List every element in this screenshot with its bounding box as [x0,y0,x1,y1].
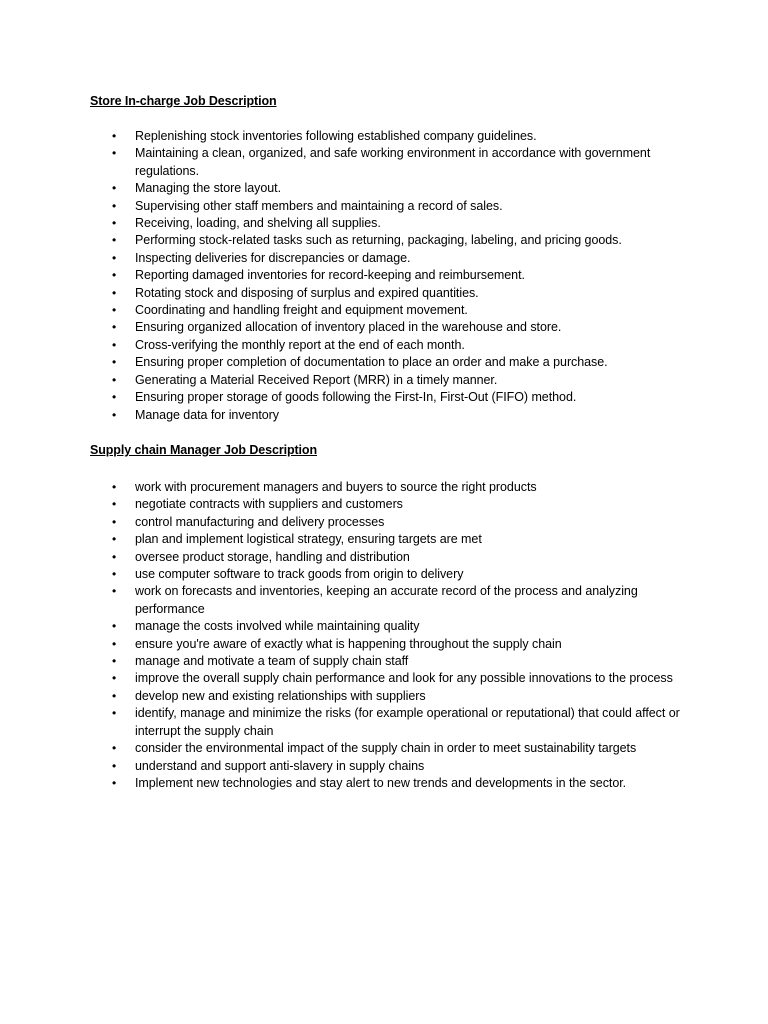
store-incharge-heading: Store In-charge Job Description [90,94,277,108]
list-item-text: Generating a Material Received Report (MRR) in a timely manner. [135,372,498,387]
bullet-icon: • [112,567,117,582]
bullet-icon: • [112,688,117,703]
bullet-icon: • [112,181,117,196]
list-item [90,372,690,389]
list-item-text: oversee product storage, handling and distribution [135,549,410,564]
list-item-text: Cross-verifying the monthly report at the end of each month. [135,337,465,352]
list-item-text: work on forecasts and inventories, keeping an accurate record of the process and analyzing performance [135,584,638,616]
bullet-icon: • [112,250,117,265]
bullet-icon: • [112,198,117,213]
list-item-text: Maintaining a clean, organized, and safe working environment in accordance with government regulations. [135,146,651,178]
bullet-icon: • [112,654,117,669]
list-item [90,354,690,371]
list-item-text: understand and support anti-slavery in supply chains [135,758,425,773]
supply-chain-duties-list [90,479,690,792]
list-item [90,232,690,249]
bullet-icon: • [112,706,117,721]
list-item-text: Implement new technologies and stay alert to new trends and developments in the sector. [135,775,627,790]
list-item [90,496,690,513]
list-item [90,389,690,406]
list-item-text: Performing stock-related tasks such as returning, packaging, labeling, and pricing goods. [135,233,622,248]
bullet-icon: • [112,233,117,248]
list-item [90,407,690,424]
bullet-icon: • [112,636,117,651]
bullet-icon: • [112,775,117,790]
bullet-icon: • [112,619,117,634]
list-item [90,688,690,705]
list-item [90,758,690,775]
list-item [90,319,690,336]
supply-chain-section [90,442,690,792]
bullet-icon: • [112,268,117,283]
list-item-text: improve the overall supply chain performance and look for any possible innovations to the process [135,671,673,686]
list-item [90,198,690,215]
bullet-icon: • [112,549,117,564]
list-item [90,670,690,687]
bullet-icon: • [112,532,117,547]
list-item [90,285,690,302]
list-item [90,302,690,319]
list-item [90,514,690,531]
list-item-text: Manage data for inventory [135,407,279,422]
list-item-text: Receiving, loading, and shelving all supplies. [135,216,381,231]
list-item-text: plan and implement logistical strategy, ensuring targets are met [135,532,482,547]
list-item [90,566,690,583]
bullet-icon: • [112,355,117,370]
bullet-icon: • [112,372,117,387]
list-item-text: Rotating stock and disposing of surplus and expired quantities. [135,285,479,300]
list-item-text: Replenishing stock inventories following established company guidelines. [135,129,537,143]
bullet-icon: • [112,320,117,335]
bullet-icon: • [112,337,117,352]
store-incharge-duties-list [90,128,690,424]
bullet-icon: • [112,671,117,686]
list-item-text: Managing the store layout. [135,181,282,196]
list-item [90,653,690,670]
bullet-icon: • [112,285,117,300]
list-item-text: negotiate contracts with suppliers and customers [135,497,403,512]
list-item-text: identify, manage and minimize the risks (for example operational or reputational) that could affect or interrupt the supply chain [135,706,680,738]
list-item-text: Ensuring proper storage of goods following the First-In, First-Out (FIFO) method. [135,390,577,405]
list-item-text: consider the environmental impact of the supply chain in order to meet sustainability targets [135,741,637,756]
supply-chain-heading: Supply chain Manager Job Description [90,443,317,457]
list-item [90,531,690,548]
list-item [90,128,690,145]
list-item-text: Ensuring proper completion of documentation to place an order and make a purchase. [135,355,608,370]
bullet-icon: • [112,129,117,143]
list-item-text: Supervising other staff members and maintaining a record of sales. [135,198,503,213]
bullet-icon: • [112,390,117,405]
bullet-icon: • [112,758,117,773]
list-item [90,215,690,232]
bullet-icon: • [112,584,117,599]
list-item-text: use computer software to track goods from origin to delivery [135,567,464,582]
list-item [90,479,690,496]
list-item-text: develop new and existing relationships with suppliers [135,688,426,703]
bullet-icon: • [112,303,117,318]
bullet-icon: • [112,216,117,231]
list-item-text: control manufacturing and delivery processes [135,514,385,529]
bullet-icon: • [112,146,117,161]
store-incharge-section [90,93,690,424]
list-item-text: Ensuring organized allocation of inventory placed in the warehouse and store. [135,320,562,335]
list-item-text: Reporting damaged inventories for record-keeping and reimbursement. [135,268,525,283]
list-item [90,549,690,566]
bullet-icon: • [112,514,117,529]
list-item-text: Coordinating and handling freight and equipment movement. [135,303,468,318]
list-item-text: manage the costs involved while maintaining quality [135,619,420,634]
list-item-text: Inspecting deliveries for discrepancies or damage. [135,250,411,265]
list-item [90,636,690,653]
list-item-text: work with procurement managers and buyers to source the right products [135,480,537,494]
bullet-icon: • [112,480,117,494]
bullet-icon: • [112,407,117,422]
list-item [90,775,690,792]
list-item [90,250,690,267]
list-item [90,145,690,180]
bullet-icon: • [112,497,117,512]
list-item [90,337,690,354]
list-item [90,705,690,740]
list-item-text: manage and motivate a team of supply chain staff [135,654,409,669]
list-item [90,180,690,197]
list-item [90,583,690,618]
bullet-icon: • [112,741,117,756]
list-item [90,267,690,284]
list-item [90,618,690,635]
list-item [90,740,690,757]
list-item-text: ensure you're aware of exactly what is happening throughout the supply chain [135,636,562,651]
